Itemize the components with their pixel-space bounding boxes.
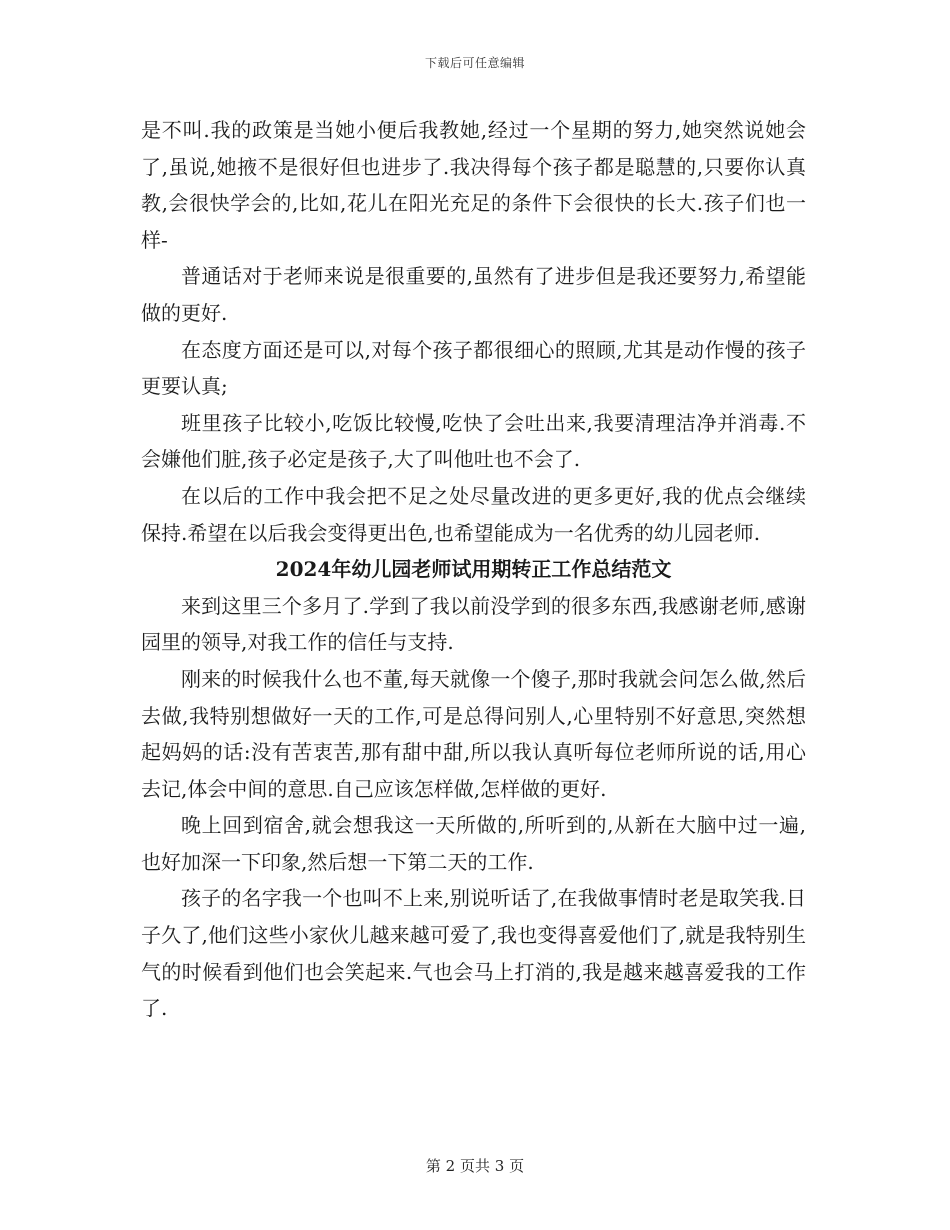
- paragraph: 在以后的工作中我会把不足之处尽量改进的更多更好,我的优点会继续保持.希望在以后我会变得更出色,也希望能成为一名优秀的幼儿园老师.: [141, 483, 806, 545]
- section-title: 2024年幼儿园老师试用期转正工作总结范文: [275, 557, 672, 582]
- document-body: [141, 112, 806, 1027]
- paragraph: 普通话对于老师来说是很重要的,虽然有了进步但是我还要努力,希望能做的更好.: [141, 264, 806, 325]
- paragraph: 班里孩子比较小,吃饭比较慢,吃快了会吐出来,我要清理洁净并消毒.不会嫌他们脏,孩子必定是孩子,大了叫他吐也不会了.: [141, 410, 806, 472]
- page-number-footer: 第 2 页共 3 页: [425, 1157, 525, 1175]
- page-header: 下载后可任意编辑: [424, 56, 525, 70]
- paragraph-continued: 是不叫.我的政策是当她小便后我教她,经过一个星期的努力,她突然说她会了,虽说,她掖不是很好但也进步了.我决得每个孩子都是聪慧的,只要你认真教,会很快学会的,比如,花儿在阳光充足的条件下会很快的长大.孩子们也一样-: [141, 118, 806, 252]
- paragraph: 晚上回到宿舍,就会想我这一天所做的,所听到的,从新在大脑中过一遍,也好加深一下印象,然后想一下第二天的工作.: [141, 813, 806, 874]
- paragraph: 在态度方面还是可以,对每个孩子都很细心的照顾,尤其是动作慢的孩子更要认真;: [141, 337, 806, 399]
- paragraph: 孩子的名字我一个也叫不上来,别说听话了,在我做事情时老是取笑我.日子久了,他们这些小家伙儿越来越可爱了,我也变得喜爱他们了,就是我特别生气的时候看到他们也会笑起来.气也会马上打消的,我是越来越喜爱我的工作了.: [141, 886, 806, 1021]
- paragraph: 来到这里三个多月了.学到了我以前没学到的很多东西,我感谢老师,感谢园里的领导,对我工作的信任与支持.: [141, 593, 806, 655]
- paragraph: 刚来的时候我什么也不董,每天就像一个傻子,那时我就会问怎么做,然后去做,我特别想做好一天的工作,可是总得问别人,心里特别不好意思,突然想起妈妈的话:没有苦衷苦,那有甜中甜,所以我认真听每位老师所说的话,用心去记,体会中间的意思.自己应该怎样做,怎样做的更好.: [141, 666, 806, 801]
